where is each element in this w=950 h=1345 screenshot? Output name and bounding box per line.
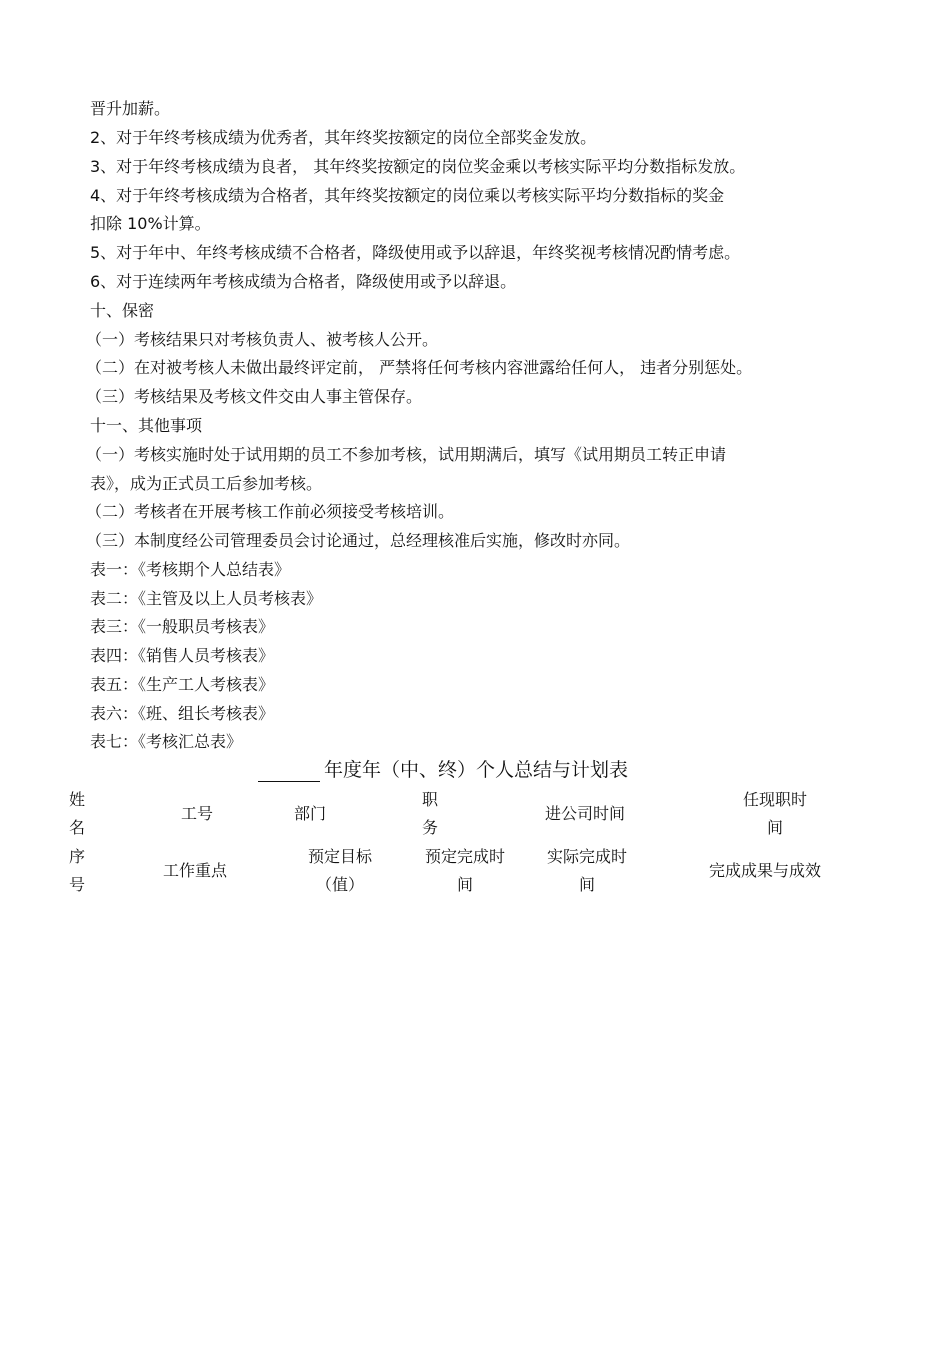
- header-serial-no: 序 号: [68, 847, 85, 894]
- section-heading-confidentiality: 十、保密: [90, 301, 155, 320]
- header-current-post-time: 任现职时 间: [742, 790, 807, 837]
- form-list-item-2: 表二：《主管及以上人员考核表》: [90, 589, 323, 608]
- header-employee-id: 工号: [180, 804, 213, 823]
- header-planned-completion: 预定完成时 间: [424, 847, 505, 894]
- form-list-item-7: 表七：《考核汇总表》: [90, 732, 243, 751]
- text-line-2: 2、对于年终考核成绩为优秀者，其年终奖按额定的岗位全部奖金发放。: [90, 128, 597, 147]
- header-join-date: 进公司时间: [544, 804, 625, 823]
- header-position: 职 务: [421, 790, 438, 837]
- form-list-item-4: 表四：《销售人员考核表》: [90, 646, 275, 665]
- form-list-item-5: 表五：《生产工人考核表》: [90, 675, 275, 694]
- text-line-7: 6、对于连续两年考核成绩为合格者，降级使用或予以辞退。: [90, 272, 517, 291]
- table-title: [258, 758, 628, 782]
- header-results: 完成成果与成效: [708, 861, 821, 880]
- form-list-item-3: 表三：《一般职员考核表》: [90, 617, 275, 636]
- year-blank: [258, 763, 320, 782]
- text-line-11: （三）考核结果及考核文件交由人事主管保存。: [86, 387, 423, 406]
- text-line-15: （二）考核者在开展考核工作前必须接受考核培训。: [86, 502, 455, 521]
- text-line-1: 晋升加薪。: [90, 99, 171, 118]
- text-line-9: （一）考核结果只对考核负责人、被考核人公开。: [86, 330, 439, 349]
- header-department: 部门: [293, 804, 326, 823]
- header-work-focus: 工作重点: [162, 861, 227, 880]
- text-line-4: 4、对于年终考核成绩为合格者，其年终奖按额定的岗位乘以考核实际平均分数指标的奖金: [90, 186, 725, 205]
- form-list-item-6: 表六：《班、组长考核表》: [90, 704, 275, 723]
- text-line-13: （一）考核实施时处于试用期的员工不参加考核，试用期满后，填写《试用期员工转正申请: [86, 445, 727, 464]
- text-line-10: （二）在对被考核人未做出最终评定前， 严禁将任何考核内容泄露给任何人， 违者分别惩处。: [86, 358, 753, 377]
- header-planned-target: 预定目标 （值）: [307, 847, 372, 894]
- header-name: 姓 名: [68, 790, 85, 837]
- text-line-5: 扣除 10%计算。: [90, 214, 211, 233]
- header-actual-completion: 实际完成时 间: [546, 847, 627, 894]
- text-line-3: 3、对于年终考核成绩为良者， 其年终奖按额定的岗位奖金乘以考核实际平均分数指标发放。: [90, 157, 746, 176]
- text-line-14: 表》，成为正式员工后参加考核。: [90, 474, 323, 493]
- form-list-item-1: 表一：《考核期个人总结表》: [90, 560, 291, 579]
- text-line-6: 5、对于年中、年终考核成绩不合格者，降级使用或予以辞退，年终奖视考核情况酌情考虑。: [90, 243, 741, 262]
- section-heading-other-matters: 十一、其他事项: [90, 416, 203, 435]
- text-line-16: （三）本制度经公司管理委员会讨论通过，总经理核准后实施，修改时亦同。: [86, 531, 631, 550]
- table-title-text: 年度年（中、终）个人总结与计划表: [324, 759, 629, 781]
